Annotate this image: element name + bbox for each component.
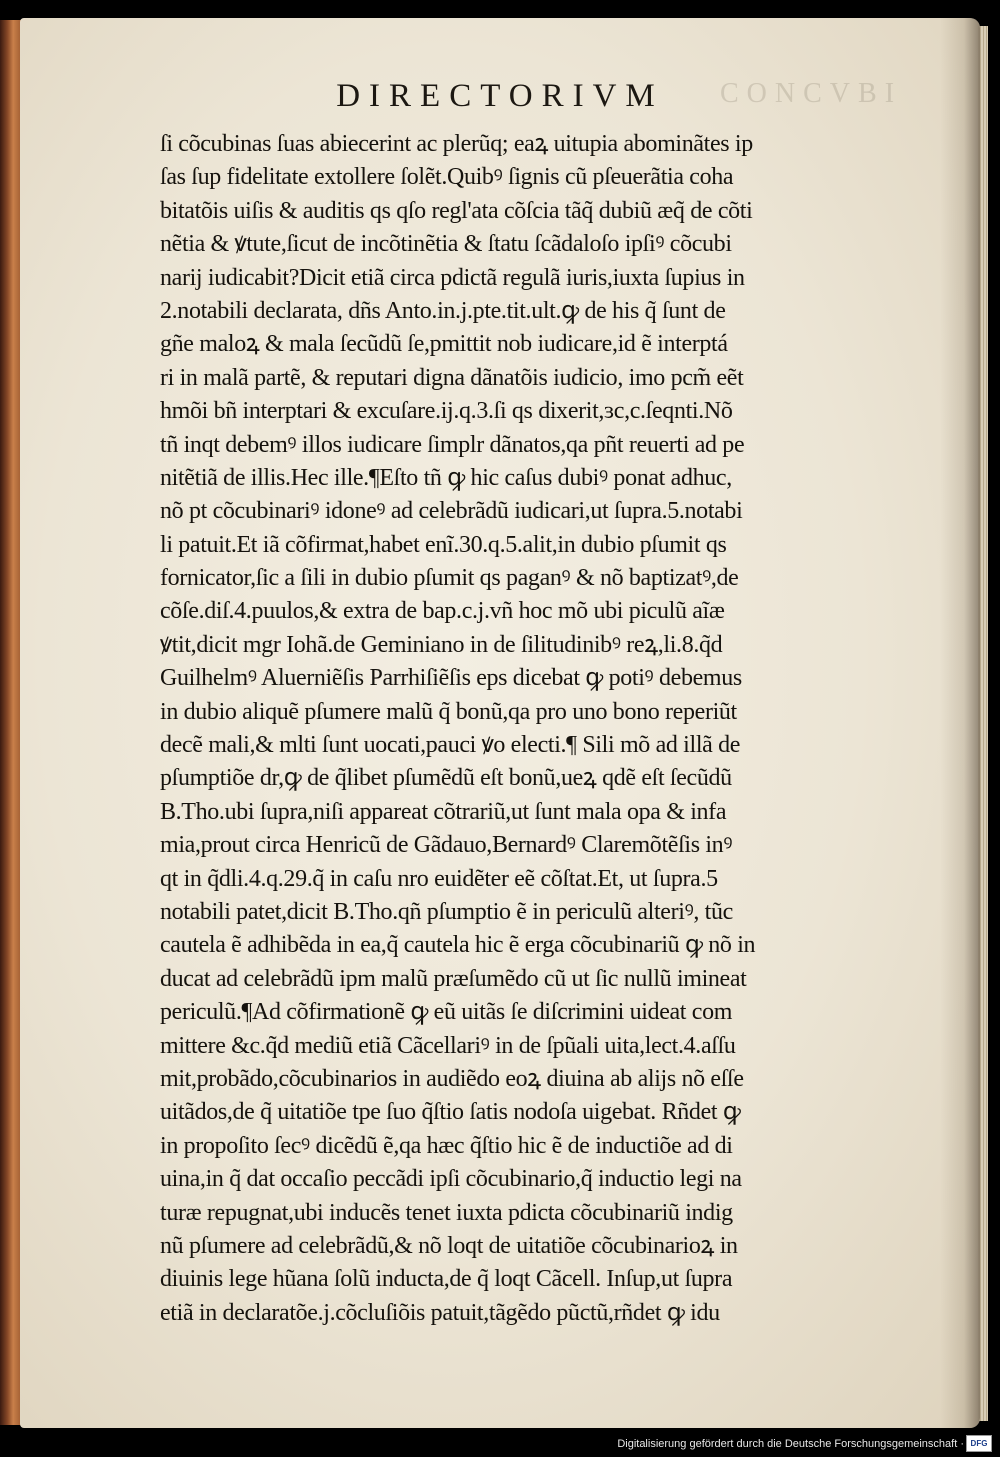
text-line: turæ repugnat,ubi inducẽs tenet iuxta pdicta cõcubinariũ indig	[160, 1199, 733, 1226]
text-line: mittere &c.q̃d mediũ etiã Cãcellariꝰ in de ſpũali uita,lect.4.aſſu	[160, 1032, 736, 1059]
dfg-logo: DFG	[966, 1435, 992, 1452]
book-page	[20, 18, 980, 1428]
text-line: pſumptiõe dr,ꝙ de q̃libet pſumẽdũ eſt bonũ,ueꝝ qdẽ eſt ſecũdũ	[160, 765, 732, 792]
body-text	[160, 128, 920, 1330]
text-line: nõ pt cõcubinariꝰ idoneꝰ ad celebrãdũ iudicari,ut ſupra.5.notabi	[160, 498, 743, 525]
text-line: cõſe.diſ.4.puulos,& extra de bap.c.j.vñ hoc mõ ubi piculũ aĩæ	[160, 598, 725, 625]
text-line: decẽ mali,& mlti ſunt uocati,pauci ꝟo electi.¶ Sili mõ ad illã de	[160, 732, 741, 759]
text-line: 2.notabili declarata, dñs Anto.in.j.pte.tit.ult.ꝙ de his q̃ ſunt de	[160, 297, 726, 324]
text-line: ſas ſup fidelitate extollere ſolẽt.Quibꝰ ſignis cũ pſeuerãtia coha	[160, 164, 734, 191]
text-line: in propoſito ſecꝰ dicẽdũ ẽ,qa hæc q̃ſtio hic ẽ de inductiõe ad di	[160, 1132, 733, 1159]
running-head: DIRECTORIVM	[336, 78, 664, 114]
text-line: ducat ad celebrãdũ ipm malũ præſumẽdo cũ ut ſic nullũ imineat	[160, 965, 747, 992]
text-line: uina,in q̃ dat occaſio peccãdi ipſi cõcubinario,q̃ inductio legi na	[160, 1166, 742, 1193]
text-line: B.Tho.ubi ſupra,niſi appareat cõtrariũ,ut ſunt mala opa & infa	[160, 798, 727, 825]
funding-credit: Digitalisierung gefördert durch die Deutsche Forschungsgemeinschaft ·	[617, 1438, 964, 1450]
text-line: cautela ẽ adhibẽda in ea,q̃ cautela hic ẽ erga cõcubinariũ ꝙ nõ in	[160, 932, 756, 959]
footer-bar	[0, 1431, 1000, 1457]
text-line: uitãdos,de q̃ uitatiõe tpe ſuo q̃ſtio ſatis nodoſa uigebat. Rñdet ꝙ	[160, 1099, 741, 1126]
text-line: etiã in declaratõe.j.cõcluſiõis patuit,tãgẽdo pũctũ,rñdet ꝙ idu	[160, 1299, 720, 1326]
text-line: diuinis lege hũana ſolũ inducta,de q̃ loqt Cãcell. Inſup,ut ſupra	[160, 1266, 733, 1293]
text-line: in dubio aliquẽ pſumere malũ q̃ bonũ,qa pro uno bono reperiũt	[160, 698, 737, 725]
text-line: hmõi bñ interptari & excuſare.ij.q.3.ſi qs dixerit,ɜc,c.ſeqnti.Nõ	[160, 398, 733, 425]
text-line: ſi cõcubinas ſuas abiecerint ac plerũq; eaꝝ uitupia abominãtes ip	[160, 131, 753, 157]
text-line: nẽtia & ꝟtute,ſicut de incõtinẽtia & ſtatu ſcãdaloſo ipſiꝰ cõcubi	[160, 231, 732, 258]
text-line: ꝟtit,dicit mgr Iohã.de Geminiano in de ſilitudinibꝰ reꝝ,li.8.q̃d	[160, 631, 723, 658]
text-line: fornicator,ſic a ſili in dubio pſumit qs paganꝰ & nõ baptizatꝰ,de	[160, 565, 739, 592]
text-line: nũ pſumere ad celebrãdũ,& nõ loqt de uitatiõe cõcubinarioꝝ in	[160, 1232, 738, 1259]
text-line: ri in malã partẽ, & reputari digna dãnatõis iudicio, imo pcm̃ eẽt	[160, 364, 744, 391]
text-line: mit,probãdo,cõcubinarios in audiẽdo eoꝝ diuina ab alijs nõ eſſe	[160, 1065, 744, 1092]
book-edge-left	[0, 20, 22, 1425]
text-line: Guilhelmꝰ Aluerniẽſis Parrhiſiẽſis eps dicebat ꝙ potiꝰ debemus	[160, 665, 742, 692]
text-line: narij iudicabit?Dicit etiã circa pdictã regulã iuris,iuxta ſupius in	[160, 264, 745, 291]
text-line: gñe maloꝝ & mala ſecũdũ ſe,pmittit nob iudicare,id ẽ interptá	[160, 331, 728, 358]
text-line: nitẽtiã de illis.Hec ille.¶Eſto tñ ꝙ hic caſus dubiꝰ ponat adhuc,	[160, 464, 732, 491]
text-line: mia,prout circa Henricũ de Gãdauo,Bernardꝰ Claremõtẽſis inꝰ	[160, 832, 733, 859]
text-line: periculũ.¶Ad cõfirmationẽ ꝙ eũ uitãs ſe diſcrimini uideat com	[160, 999, 733, 1026]
gutter-shadow	[940, 18, 980, 1428]
show-through-header: CONCVBI	[720, 78, 903, 109]
text-line: li patuit.Et iã cõfirmat,habet enĩ.30.q.5.alit,in dubio pſumit qs	[160, 531, 727, 558]
text-line: tñ inqt debemꝰ illos iudicare ſimplr dãnatos,qa pñt reuerti ad pe	[160, 431, 745, 458]
text-line: bitatõis uiſis & auditis qs qſo regl'ata cõſcia tãq̃ dubiũ æq̃ de cõti	[160, 197, 753, 224]
text-line: notabili patet,dicit B.Tho.qñ pſumptio ẽ in periculũ alteriꝰ, tũc	[160, 898, 733, 925]
text-line: qt in q̃dli.4.q.29.q̃ in caſu nro euidẽter eẽ cõſtat.Et, ut ſupra.5	[160, 865, 718, 892]
